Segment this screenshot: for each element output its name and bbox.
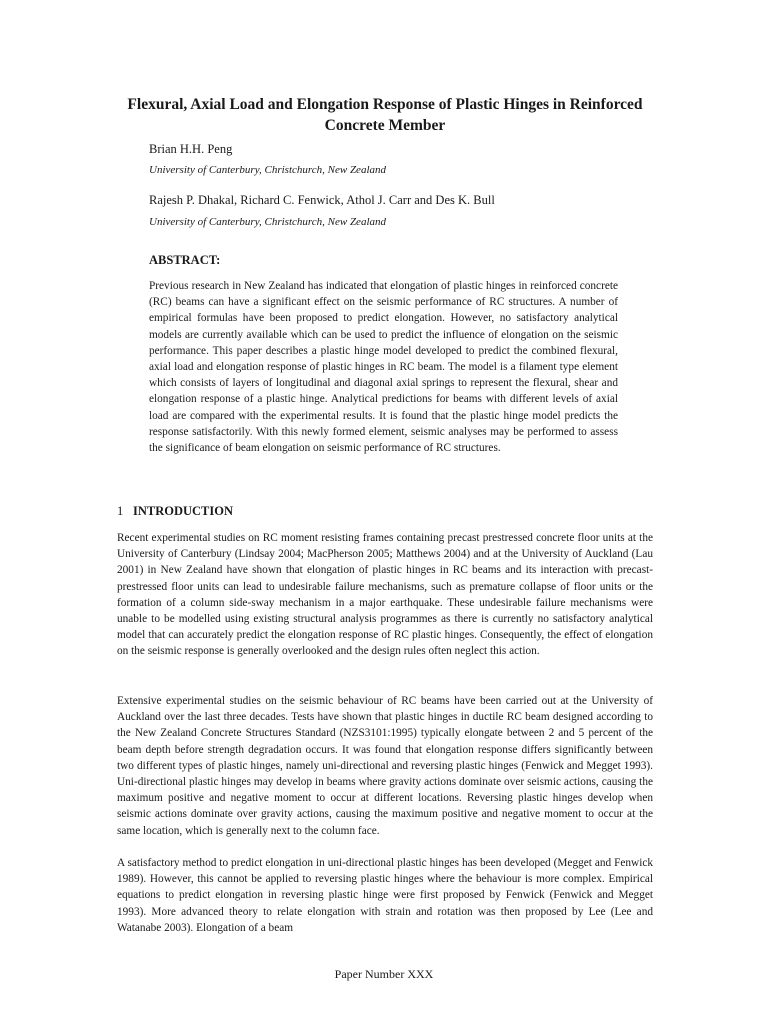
abstract-heading: ABSTRACT: — [149, 253, 221, 267]
section-title: INTRODUCTION — [133, 504, 234, 518]
author-names-2: Rajesh P. Dhakal, Richard C. Fenwick, Athol J. Carr and Des K. Bull — [149, 193, 495, 207]
author-names-1: Brian H.H. Peng — [149, 142, 233, 156]
section-number: 1 — [117, 504, 124, 518]
intro-paragraph-1: Recent experimental studies on RC moment resisting frames containing precast prestressed concrete floor units at the University of Canterbury (Lindsay 2004; MacPherson 2005; Matthews 2004) and at the University of Auckland (Lau 2001) in New Zealand have shown that elongation of plastic hinges in RC beams and its interaction with precast-prestressed floor units can lead to undesirable failure mechanisms, such as premature collapse of floor units or the formation of a column side-sway mechanism in a major earthquake. These undesirable failure mechanisms were unable to be modelled using existing structural analysis programmes as there is currently no satisfactory analytical model that can accurately predict the elongation response of RC plastic hinges. Consequently, the effect of elongation on the seismic response is generally overlooked and the design rules often neglect this action. — [117, 532, 653, 658]
intro-paragraph-3: A satisfactory method to predict elongation in uni-directional plastic hinges has been developed (Megget and Fenwick 1989). However, this cannot be applied to reversing plastic hinges where the behaviour is more complex. Empirical equations to predict elongation in reversing plastic hinge were first proposed by Fenwick (Fenwick and Megget 1993). More advanced theory to relate elongation with strain and rotation was then proposed by Lee (Lee and Watanabe 2003). Elongation of a beam — [117, 857, 653, 934]
page-footer: Paper Number XXX — [334, 967, 434, 981]
section-heading — [117, 503, 233, 519]
author-affiliation-1: University of Canterbury, Christchurch, New Zealand — [149, 164, 386, 176]
abstract-text: Previous research in New Zealand has indicated that elongation of plastic hinges in reinforced concrete (RC) beams can have a significant effect on the seismic performance of RC structures. A number of empirical formulas have been proposed to predict elongation. However, no satisfactory analytical models are currently available which can be used to predict the influence of elongation on the seismic performance. This paper describes a plastic hinge model developed to predict the combined flexural, axial load and elongation response of plastic hinges in RC beam. The model is a filament type element which consists of layers of longitudinal and diagonal axial springs to represent the flexural, shear and elongation response of a plastic hinge. Analytical predictions for beams with different levels of axial load are compared with the experimental results. It is found that the plastic hinge model predicts the response satisfactorily. With this newly formed element, seismic analyses may be performed to assess the significance of beam elongation on seismic performance of RC structures. — [149, 280, 618, 455]
paper-title: Flexural, Axial Load and Elongation Response of Plastic Hinges in Reinforced Concrete Member — [127, 96, 643, 134]
author-affiliation-2: University of Canterbury, Christchurch, New Zealand — [149, 216, 386, 228]
intro-paragraph-2: Extensive experimental studies on the seismic behaviour of RC beams have been carried out at the University of Auckland over the last three decades. Tests have shown that plastic hinges in ductile RC beam designed according to the New Zealand Concrete Structures Standard (NZS3101:1995) typically elongate between 2 and 5 percent of the beam depth before strength degradation occurs. It was found that elongation response differs significantly between two different types of plastic hinges, namely uni-directional and reversing plastic hinges (Fenwick and Megget 1993). Uni-directional plastic hinges may develop in beams where gravity actions dominate over seismic actions, causing the maximum positive and negative moment to occur at different locations. Reversing plastic hinges develop when seismic actions dominate over gravity actions, causing the maximum positive and negative moment to occur at the same location, which is generally next to the column face. — [117, 695, 653, 837]
